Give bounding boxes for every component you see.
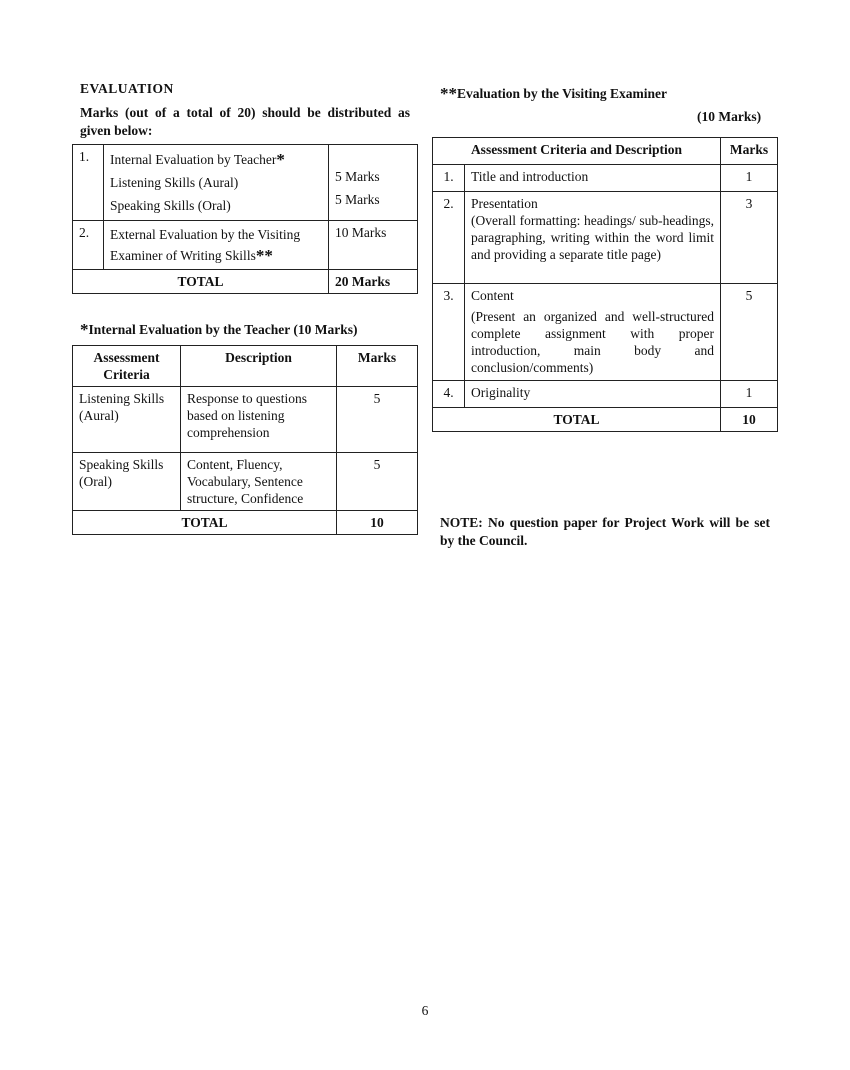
criteria-detail: (Overall formatting: headings/ sub-headings, paragraphing, writing within the word limit and providing a separate title page) [471, 213, 714, 262]
visiting-examiner-heading [440, 84, 667, 104]
row-description [104, 221, 329, 270]
visiting-marks-note: (10 Marks) [697, 109, 762, 124]
marks-cell: 5 [337, 387, 418, 453]
total-marks: 10 [337, 511, 418, 535]
listening-skills-label: Listening Skills (Aural) [110, 175, 239, 190]
header-description: Description [181, 346, 337, 387]
asterisk-mark: * [80, 320, 89, 339]
visiting-examiner-heading-text: Evaluation by the Visiting Examiner [457, 86, 668, 101]
description-cell: Response to questions based on listening comprehension [181, 387, 337, 453]
table-row [433, 408, 778, 432]
criteria-cell [465, 192, 721, 284]
total-marks: 10 [721, 408, 778, 432]
double-asterisk-mark: ** [440, 84, 457, 103]
table-row [73, 387, 418, 453]
table-row [73, 270, 418, 294]
criteria-title: Presentation [471, 196, 538, 211]
header-criteria-description: Assessment Criteria and Description [433, 138, 721, 165]
asterisk-mark: * [276, 150, 285, 169]
row-marks [329, 145, 418, 221]
page-number: 6 [421, 1003, 429, 1018]
total-marks: 20 Marks [329, 270, 418, 294]
description-cell: Content, Fluency, Vocabulary, Sentence structure, Confidence [181, 453, 337, 511]
speaking-marks: 5 Marks [335, 192, 380, 207]
marks-cell: 1 [721, 165, 778, 192]
marks-cell: 5 [337, 453, 418, 511]
internal-evaluation-heading [80, 320, 358, 340]
row-marks: 10 Marks [329, 221, 418, 270]
criteria-cell [465, 284, 721, 381]
project-note: NOTE: No question paper for Project Work will be set by the Council. [440, 515, 770, 548]
table-row [433, 192, 778, 284]
internal-evaluation-label: Internal Evaluation by Teacher [110, 152, 277, 167]
criteria-title: Originality [471, 385, 531, 400]
table-row [73, 145, 418, 221]
marks-distribution-table [72, 144, 418, 294]
table-row [73, 453, 418, 511]
evaluation-heading: EVALUATION [80, 81, 174, 96]
marks-cell: 1 [721, 381, 778, 408]
total-label: TOTAL [433, 408, 721, 432]
evaluation-intro: Marks (out of a total of 20) should be distributed as given below: [80, 105, 410, 138]
table-row [433, 165, 778, 192]
total-label: TOTAL [73, 270, 329, 294]
header-assessment-criteria: Assessment Criteria [73, 346, 181, 387]
internal-evaluation-heading-text: Internal Evaluation by the Teacher (10 Marks) [88, 322, 358, 337]
criteria-cell [465, 165, 721, 192]
row-number: 3. [433, 284, 465, 381]
table-header-row [433, 138, 778, 165]
total-label: TOTAL [73, 511, 337, 535]
external-evaluation-label: External Evaluation by the Visiting Examiner of Writing Skills [110, 227, 301, 263]
criteria-cell: Listening Skills (Aural) [73, 387, 181, 453]
table-header-row [73, 346, 418, 387]
criteria-cell: Speaking Skills (Oral) [73, 453, 181, 511]
header-marks: Marks [337, 346, 418, 387]
table-row [73, 511, 418, 535]
row-number: 2. [433, 192, 465, 284]
double-asterisk-mark: ** [255, 246, 273, 265]
criteria-cell [465, 381, 721, 408]
row-description [104, 145, 329, 221]
listening-marks: 5 Marks [335, 169, 380, 184]
marks-cell: 3 [721, 192, 778, 284]
marks-cell: 5 [721, 284, 778, 381]
row-number: 1. [73, 145, 104, 221]
row-number: 1. [433, 165, 465, 192]
row-number: 2. [73, 221, 104, 270]
criteria-title: Content [471, 288, 514, 303]
speaking-skills-label: Speaking Skills (Oral) [110, 198, 231, 213]
table-row [433, 284, 778, 381]
row-number: 4. [433, 381, 465, 408]
header-marks: Marks [721, 138, 778, 165]
table-row [433, 381, 778, 408]
visiting-examiner-table [432, 137, 778, 432]
table-row [73, 221, 418, 270]
criteria-title: Title and introduction [471, 169, 589, 184]
internal-evaluation-table [72, 345, 418, 535]
criteria-detail: (Present an organized and well-structured complete assignment with proper introduction, main body and conclusion/comments) [471, 309, 714, 375]
